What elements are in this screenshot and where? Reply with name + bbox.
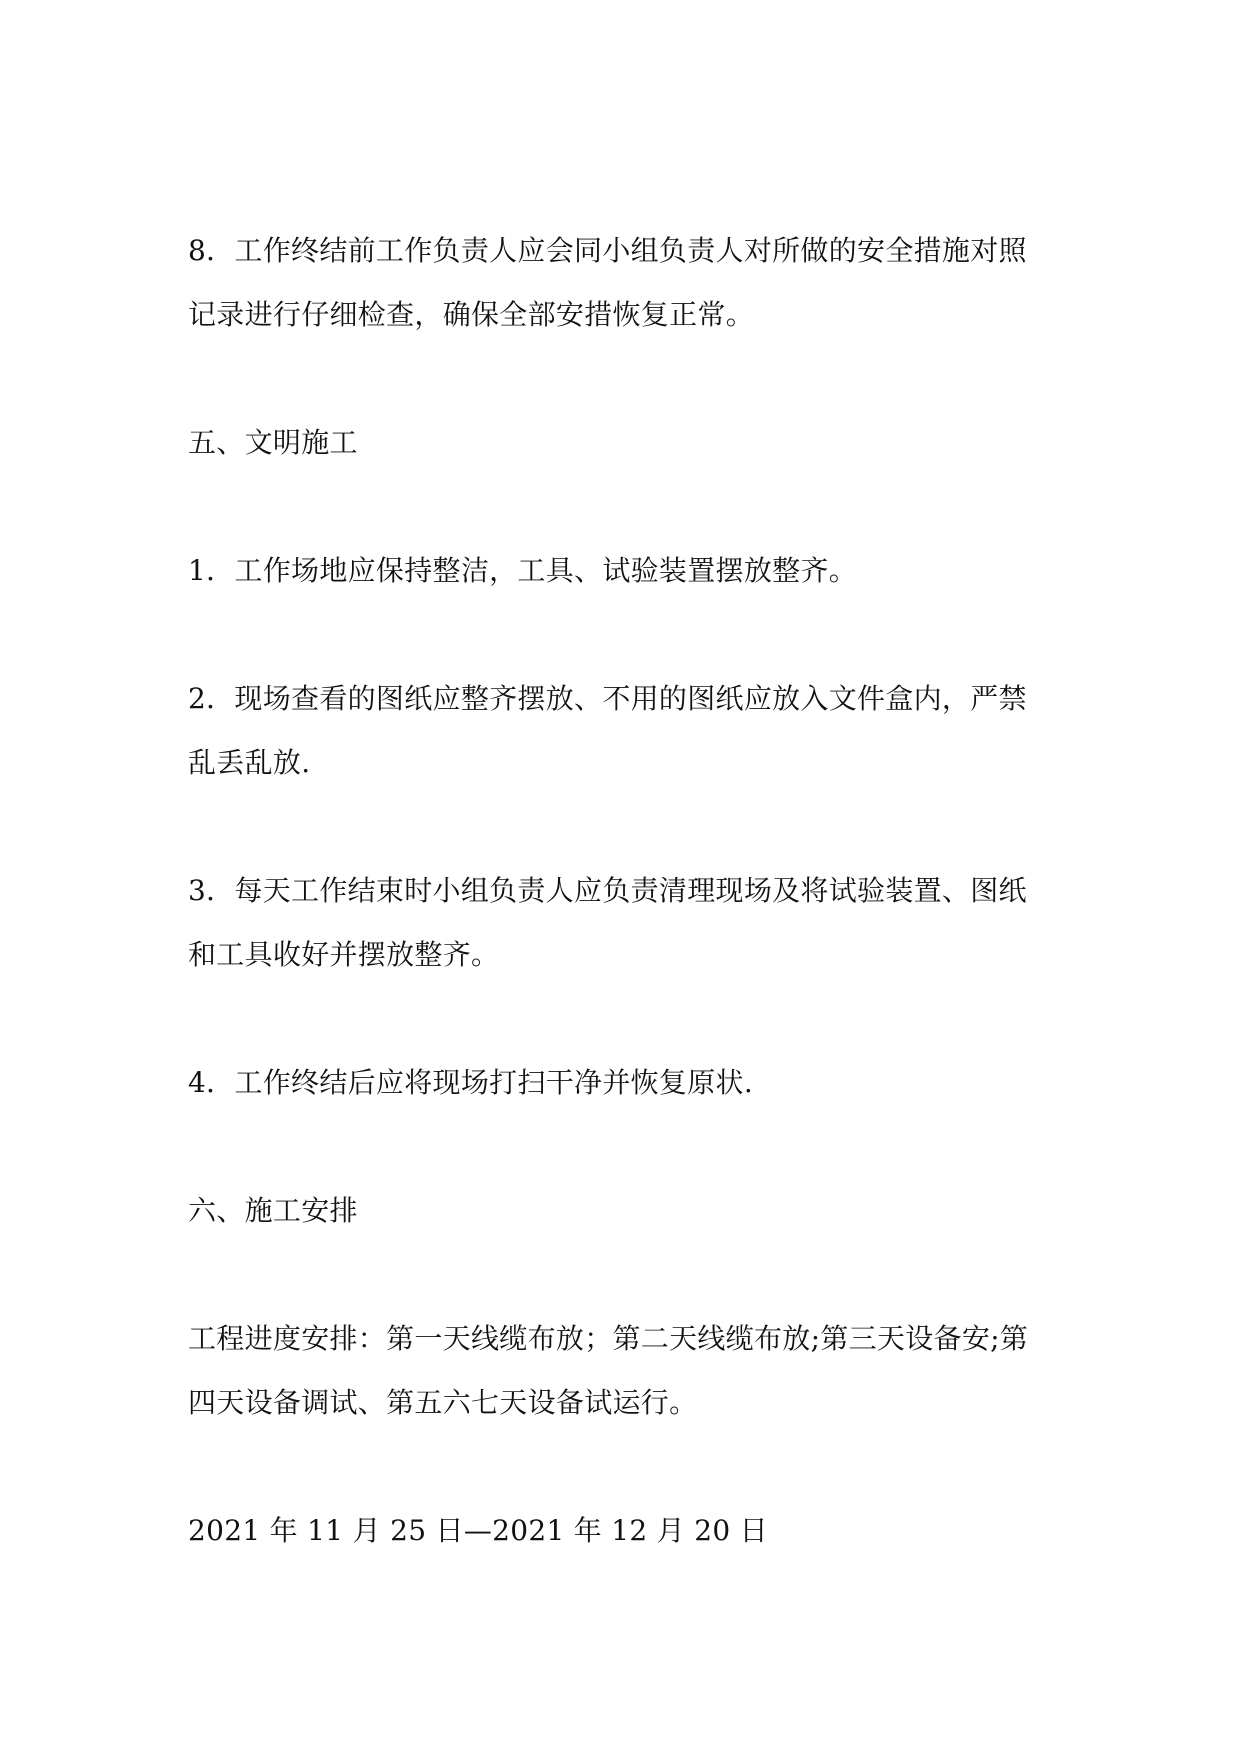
schedule-line-1: 工程进度安排：第一天线缆布放；第二天线缆布放;第三天设备安;第 [188,1322,1029,1355]
item-8-line-1: 8．工作终结前工作负责人应会同小组负责人对所做的安全措施对照 [188,234,1027,267]
item-3-line-1: 3．每天工作结束时小组负责人应负责清理现场及将试验装置、图纸 [188,874,1027,907]
item-2-line-2: 乱丢乱放. [188,746,311,779]
item-4-line-1: 4．工作终结后应将现场打扫干净并恢复原状. [188,1066,754,1099]
date-range: 2021 年 11 月 25 日—2021 年 12 月 20 日 [188,1514,768,1547]
item-2-line-1: 2．现场查看的图纸应整齐摆放、不用的图纸应放入文件盒内，严禁 [188,682,1027,715]
schedule-line-2: 四天设备调试、第五六七天设备试运行。 [188,1386,698,1419]
item-3-line-2: 和工具收好并摆放整齐。 [188,938,500,971]
item-1-line-1: 1．工作场地应保持整洁，工具、试验装置摆放整齐。 [188,554,858,587]
section-heading-construction-arrangement: 六、施工安排 [188,1194,358,1227]
item-8-line-2: 记录进行仔细检查，确保全部安措恢复正常。 [188,298,755,331]
section-heading-civilized-construction: 五、文明施工 [188,426,358,459]
